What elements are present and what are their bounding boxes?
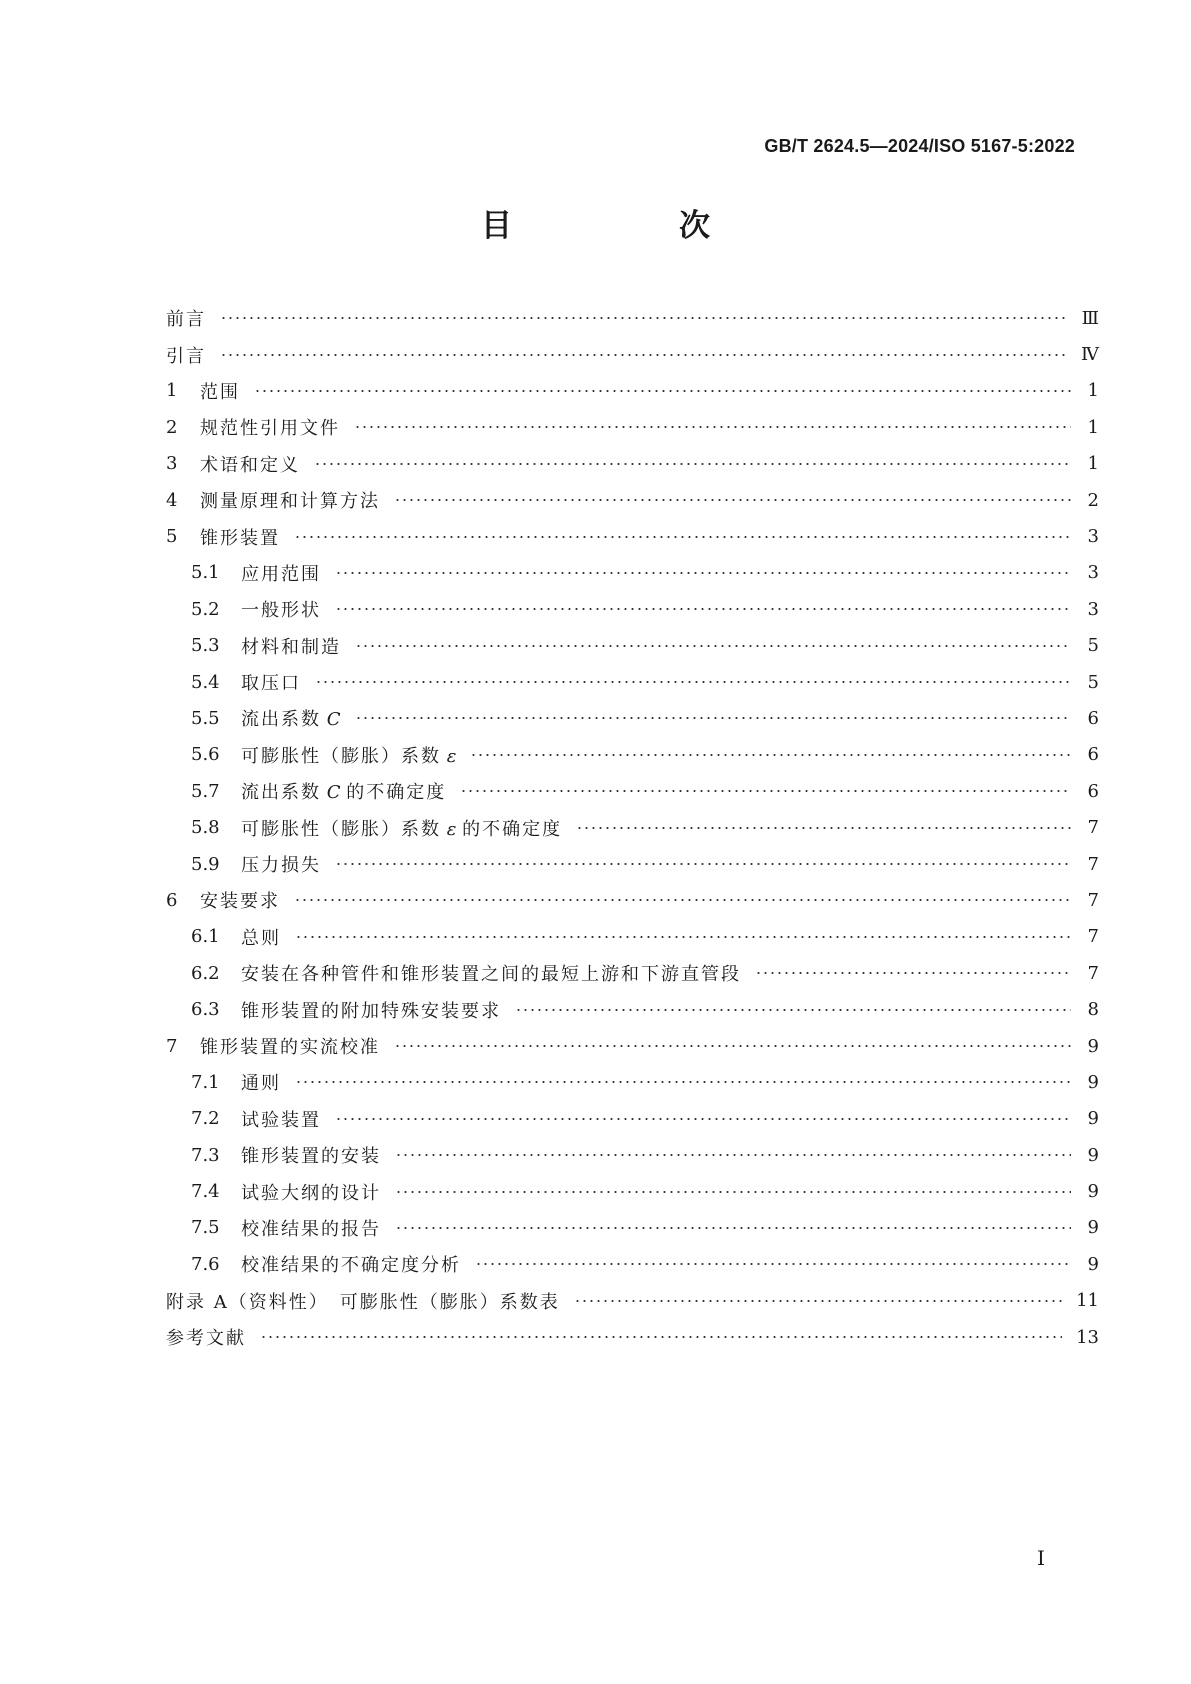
dot-leader [355, 641, 1071, 651]
toc-entry-page: 7 [1087, 926, 1099, 948]
toc-entry-number: 1 [166, 380, 178, 402]
toc-entry-page: 9 [1087, 1108, 1099, 1130]
toc-entry[interactable] [166, 919, 1099, 955]
toc-entry-number: 6.3 [191, 999, 220, 1021]
dot-leader [335, 568, 1071, 578]
toc-entry-page: 6 [1087, 780, 1099, 802]
toc-entry[interactable] [166, 809, 1099, 845]
toc-entry-title: 压力损失 [241, 855, 321, 877]
toc-entry-number: 7.4 [191, 1181, 220, 1203]
toc-entry-page: 1 [1087, 453, 1099, 475]
toc-entry-title: 可膨胀性（膨胀）系数 ε 的不确定度 [241, 818, 563, 840]
toc-entry-page: Ⅳ [1081, 344, 1099, 366]
toc-entry-title: 校准结果的不确定度分析 [241, 1255, 461, 1277]
toc-entry-page: 5 [1087, 671, 1099, 693]
toc-entry[interactable] [166, 1210, 1099, 1246]
toc-entry-title: 可膨胀性（膨胀）系数 ε [241, 745, 457, 767]
toc-entry[interactable] [166, 700, 1099, 736]
toc-entry[interactable] [166, 1064, 1099, 1100]
toc-entry-page: 7 [1087, 853, 1099, 875]
toc-entry-page: 1 [1087, 380, 1099, 402]
toc-entry-title: 术语和定义 [200, 454, 300, 476]
toc-entry-number: 5.3 [191, 635, 220, 657]
toc-entry[interactable] [166, 336, 1099, 372]
toc-entry[interactable] [166, 1246, 1099, 1282]
toc-entry-page: 7 [1087, 962, 1099, 984]
toc-entry-number: 2 [166, 416, 178, 438]
toc-entry-title: 应用范围 [241, 563, 321, 585]
toc-entry-number: 5.4 [191, 671, 220, 693]
dot-leader [395, 1187, 1071, 1197]
dot-leader [315, 677, 1071, 687]
dot-leader [355, 713, 1072, 723]
toc-entry-title: 前言 [166, 309, 206, 331]
toc-entry-number: 7.5 [191, 1217, 220, 1239]
toc-entry[interactable] [166, 446, 1099, 482]
toc-entry[interactable] [166, 373, 1099, 409]
toc-entry-page: 6 [1087, 744, 1099, 766]
toc-entry-page: 6 [1087, 707, 1099, 729]
toc-entry-number: 5.8 [191, 817, 220, 839]
toc-entry-title: 参考文献 [166, 1328, 246, 1350]
toc-entry-title: 安装要求 [200, 891, 280, 913]
toc-entry-page: 5 [1087, 635, 1099, 657]
toc-entry-number: 7.3 [191, 1144, 220, 1166]
toc-entry[interactable] [166, 955, 1099, 991]
toc-entry-number: 5 [166, 526, 178, 548]
dot-leader [294, 532, 1071, 542]
dot-leader [220, 350, 1067, 360]
toc-entry-number: 7.6 [191, 1253, 220, 1275]
toc-entry-number: 5.1 [191, 562, 220, 584]
toc-entry-number: 6.2 [191, 962, 220, 984]
dot-leader [314, 459, 1071, 469]
toc-entry-title: 流出系数 C 的不确定度 [241, 782, 447, 804]
toc-entry[interactable] [166, 300, 1099, 336]
toc-entry-symbol: C [321, 709, 341, 731]
toc-entry-number: 6.1 [191, 926, 220, 948]
toc-entry-number: 3 [166, 453, 178, 475]
toc-entry-page: 3 [1087, 598, 1099, 620]
toc-entry-number: 5.5 [191, 707, 220, 729]
dot-leader [254, 386, 1071, 396]
toc-entry[interactable] [166, 773, 1099, 809]
toc-entry-title: 流出系数 C [241, 709, 341, 731]
toc-entry[interactable] [166, 1028, 1099, 1064]
toc-entry[interactable] [166, 1101, 1099, 1137]
dot-leader [576, 823, 1071, 833]
toc-entry-title: 测量原理和计算方法 [200, 491, 380, 513]
toc-entry[interactable] [166, 409, 1099, 445]
toc-entry[interactable] [166, 555, 1099, 591]
toc-entry-title: 安装在各种管件和锥形装置之间的最短上游和下游直管段 [241, 964, 741, 986]
toc-entry-page: 11 [1076, 1290, 1099, 1312]
toc-entry-title: 锥形装置的实流校准 [200, 1037, 380, 1058]
dot-leader [395, 1150, 1071, 1160]
toc-entry[interactable] [166, 991, 1099, 1027]
dot-leader [515, 1005, 1071, 1015]
toc-entry-page: 2 [1087, 489, 1099, 511]
toc-entry-title: 引言 [166, 345, 206, 367]
toc-entry[interactable] [166, 1137, 1099, 1173]
dot-leader [335, 604, 1071, 614]
toc-entry[interactable] [166, 591, 1099, 627]
toc-entry[interactable] [166, 1319, 1099, 1355]
toc-entry[interactable] [166, 1283, 1099, 1319]
dot-leader [260, 1332, 1062, 1342]
dot-leader [294, 895, 1071, 905]
toc-entry[interactable] [166, 518, 1099, 554]
toc-entry-title: 规范性引用文件 [200, 418, 340, 440]
toc-entry-number: 6 [166, 889, 178, 911]
toc-entry[interactable] [166, 664, 1099, 700]
toc-entry-page: 9 [1087, 1035, 1099, 1057]
toc-entry-page: 13 [1076, 1326, 1099, 1348]
dot-leader [295, 1077, 1071, 1087]
dot-leader [755, 968, 1071, 978]
toc-entry-number: 7.2 [191, 1108, 220, 1130]
toc-entry[interactable] [166, 846, 1099, 882]
dot-leader [574, 1296, 1062, 1306]
toc-entry-page: 7 [1087, 817, 1099, 839]
page-title: 目 次 [481, 208, 778, 244]
toc-entry-title: 试验装置 [241, 1109, 321, 1131]
toc-entry-title: 一般形状 [241, 600, 321, 622]
toc-entry-title: 范围 [200, 381, 240, 403]
toc-entry-title: 材料和制造 [241, 636, 341, 658]
toc-entry-page: 9 [1087, 1181, 1099, 1203]
dot-leader [354, 422, 1071, 432]
toc-entry-number: 7 [166, 1035, 178, 1057]
dot-leader [335, 859, 1071, 869]
page-number: I [1037, 1546, 1045, 1570]
toc-entry-title: 通则 [241, 1073, 281, 1095]
toc-entry-page: 3 [1087, 562, 1099, 584]
toc-entry-number: 5.9 [191, 853, 220, 875]
dot-leader [470, 750, 1071, 760]
toc-entry-title: 取压口 [241, 673, 301, 695]
toc-entry[interactable] [166, 482, 1099, 518]
toc-entry-page: 9 [1087, 1071, 1099, 1093]
dot-leader [394, 495, 1071, 505]
toc-entry-symbol: ε [441, 745, 457, 767]
toc-entry-title: 校准结果的报告 [241, 1218, 381, 1240]
table-of-contents [166, 300, 1099, 1355]
dot-leader [475, 1259, 1071, 1269]
toc-entry-page: Ⅲ [1081, 307, 1099, 329]
toc-entry-page: 1 [1087, 416, 1099, 438]
toc-entry[interactable] [166, 1173, 1099, 1209]
toc-entry-symbol: C [321, 782, 347, 804]
toc-entry-page: 9 [1087, 1217, 1099, 1239]
toc-entry[interactable] [166, 882, 1099, 918]
toc-entry-title: 锥形装置的附加特殊安装要求 [241, 1000, 501, 1022]
toc-entry-page: 8 [1087, 999, 1099, 1021]
toc-entry-symbol: ε [441, 818, 463, 840]
dot-leader [460, 786, 1071, 796]
dot-leader [394, 1041, 1071, 1051]
dot-leader [295, 932, 1071, 942]
toc-entry-title: 锥形装置 [200, 527, 280, 549]
dot-leader [335, 1114, 1071, 1124]
toc-entry-title: 试验大纲的设计 [241, 1182, 381, 1204]
toc-entry-page: 3 [1087, 526, 1099, 548]
toc-entry-page: 9 [1087, 1253, 1099, 1275]
toc-entry-number: 5.2 [191, 598, 220, 620]
toc-entry-title: 锥形装置的安装 [241, 1146, 381, 1168]
toc-entry-page: 9 [1087, 1144, 1099, 1166]
toc-entry-number: 5.6 [191, 744, 220, 766]
toc-entry-title: 附录 A（资料性） 可膨胀性（膨胀）系数表 [166, 1291, 560, 1313]
standard-number: GB/T 2624.5—2024/ISO 5167-5:2022 [764, 136, 1075, 156]
toc-entry[interactable] [166, 628, 1099, 664]
toc-entry-title: 总则 [241, 927, 281, 949]
toc-entry-number: 4 [166, 489, 178, 511]
toc-entry-number: 7.1 [191, 1071, 220, 1093]
dot-leader [395, 1223, 1071, 1233]
toc-entry[interactable] [166, 737, 1099, 773]
toc-entry-page: 7 [1087, 889, 1099, 911]
dot-leader [220, 313, 1068, 323]
toc-entry-number: 5.7 [191, 780, 220, 802]
